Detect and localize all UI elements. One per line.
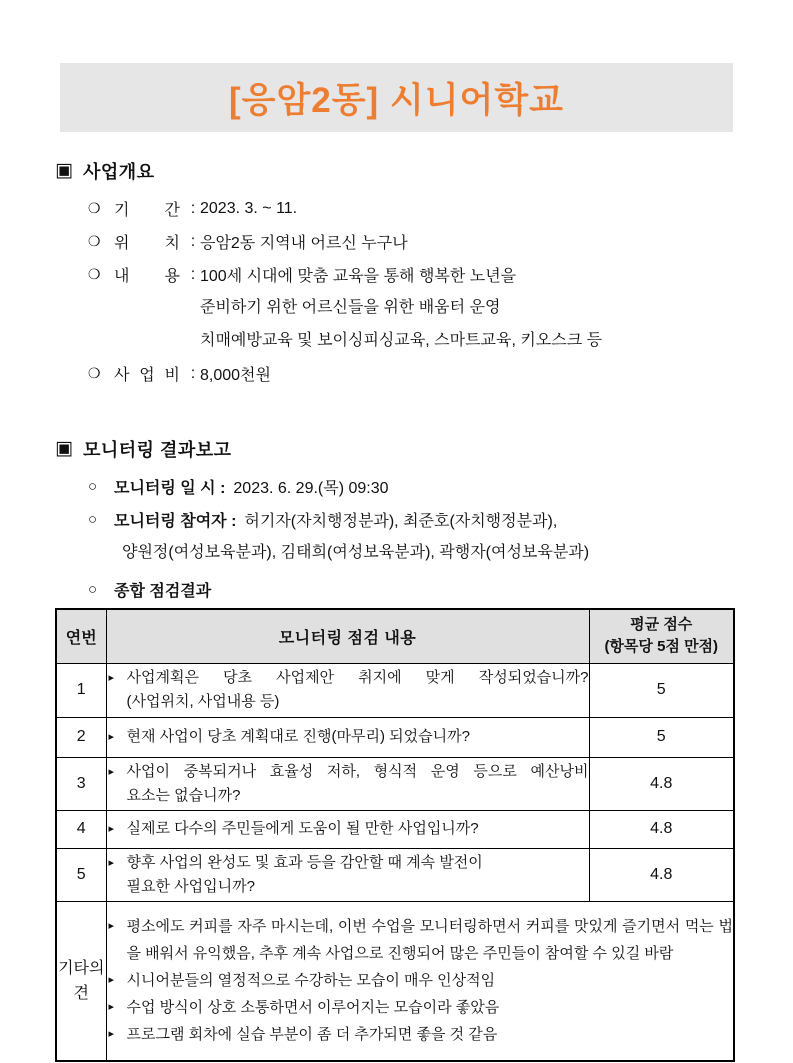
etc-opinion [107, 967, 734, 994]
overview-item-budget [88, 357, 745, 390]
overview-item-list [88, 192, 745, 390]
square-marker-icon: ▣ [55, 438, 73, 459]
label-colon: : [190, 265, 196, 283]
circle-bullet-icon: ❍ [88, 233, 101, 249]
document-title: [응암2동] 시니어학교 [229, 80, 564, 120]
overview-period-value: 2023. 3. ~ 11. [200, 199, 298, 217]
monitoring-result-table [55, 608, 735, 1062]
overview-location-value: 응암2동 지역내 어르신 누구나 [200, 235, 408, 252]
monitoring-item-summary [88, 573, 745, 606]
circle-bullet-icon: ○ [88, 581, 98, 598]
triangle-bullet-icon: ▸ [108, 1001, 115, 1014]
header-cell-score [589, 609, 734, 663]
etc-opinions-label: 기타의견 [56, 901, 106, 1061]
monitoring-item-list [88, 470, 745, 606]
table-row [56, 717, 734, 757]
square-marker-icon: ▣ [55, 160, 73, 181]
table-row [56, 663, 734, 717]
circle-bullet-icon: ○ [88, 511, 98, 528]
row-number: 1 [56, 663, 106, 717]
triangle-bullet-icon: ▸ [108, 823, 115, 835]
row-content-line: (사업위치, 사업내용 등) [126, 693, 280, 710]
label-colon: : [190, 199, 196, 217]
etc-opinions-content [106, 901, 734, 1061]
circle-bullet-icon: ❍ [88, 266, 101, 282]
monitoring-participants-label: 모니터링 참여자 : [114, 513, 237, 530]
triangle-bullet-icon: ▸ [108, 1028, 115, 1041]
monitoring-item-datetime [88, 470, 745, 503]
row-content [106, 717, 589, 757]
row-content-line: 실제로 다수의 주민들에게 도움이 될 만한 사업입니까? [126, 820, 479, 837]
row-content-line: 향후 사업의 완성도 및 효과 등을 감안할 때 계속 발전이 [126, 853, 483, 871]
etc-opinion-text: 프로그램 회차에 실습 부분이 좀 더 추가되면 좋을 것 같음 [126, 1026, 498, 1044]
row-score: 4.8 [589, 810, 734, 848]
overview-budget-value: 8,000천원 [200, 367, 271, 384]
row-content-line: 현재 사업이 당초 계획대로 진행(마무리) 되었습니까? [126, 728, 470, 745]
header-score-line1: 평균 점수 [630, 616, 693, 634]
triangle-bullet-icon: ▸ [108, 974, 115, 987]
section-overview-title: 사업개요 [82, 162, 155, 182]
etc-opinion [107, 1021, 734, 1048]
overview-content-continuation-1: 준비하기 위한 어르신들을 위한 배움터 운영 [200, 299, 501, 316]
section-overview-heading [55, 158, 745, 184]
label-colon: : [190, 364, 196, 382]
header-score-line2: (항목당 5점 만점) [604, 638, 719, 656]
overview-content-value: 100세 시대에 맞춤 교육을 통해 행복한 노년을 [200, 268, 517, 285]
circle-bullet-icon: ❍ [88, 200, 101, 216]
row-content-line: 사업이 중복되거나 효율성 저하, 형식적 운영 등으로 예산낭비 [126, 762, 589, 780]
monitoring-summary-label: 종합 점검결과 [114, 583, 212, 600]
overview-item-content [88, 258, 745, 291]
section-monitoring-heading [55, 436, 745, 462]
table-row [56, 810, 734, 848]
row-content [106, 663, 589, 717]
monitoring-item-participants [88, 503, 745, 536]
row-score: 4.8 [589, 757, 734, 810]
etc-opinion-text: 평소에도 커피를 자주 마시는데, 이번 수업을 모니터링하면서 커피를 맛있게 즐기면서 먹는 법을 배워서 유익했음, 추후 계속 사업으로 진행되어 많은 주민들이 참여할 수 있길 바람 [126, 918, 733, 963]
circle-bullet-icon: ○ [88, 478, 98, 495]
monitoring-datetime-value: 2023. 6. 29.(목) 09:30 [233, 480, 389, 497]
row-content [106, 848, 589, 901]
section-monitoring [55, 436, 745, 606]
triangle-bullet-icon: ▸ [108, 856, 115, 869]
circle-bullet-icon: ❍ [88, 365, 101, 381]
header-cell-no: 연번 [56, 609, 106, 663]
table-header-row [56, 609, 734, 663]
overview-item-location [88, 225, 745, 258]
etc-opinion-text: 시니어분들의 열정적으로 수강하는 모습이 매우 인상적임 [126, 972, 496, 990]
row-content-line: 요소는 없습니까? [126, 786, 241, 804]
etc-opinion [107, 994, 734, 1021]
etc-opinion-text: 수업 방식이 상호 소통하면서 이루어지는 모습이라 좋았음 [126, 999, 500, 1017]
etc-opinion [107, 913, 734, 967]
overview-location-label: 위 치 [114, 235, 180, 252]
row-content [106, 757, 589, 810]
row-number: 4 [56, 810, 106, 848]
table-row [56, 757, 734, 810]
row-content-line: 필요한 사업입니까? [126, 877, 255, 895]
overview-item-period [88, 192, 745, 225]
overview-content-label: 내 용 [114, 268, 180, 285]
row-number: 2 [56, 717, 106, 757]
section-overview [55, 158, 745, 390]
triangle-bullet-icon: ▸ [108, 765, 115, 778]
label-colon: : [190, 232, 196, 250]
monitoring-participants-continuation: 양원정(여성보육분과), 김태희(여성보육분과), 곽행자(여성보육분과) [122, 544, 590, 561]
header-cell-content: 모니터링 점검 내용 [106, 609, 589, 663]
triangle-bullet-icon: ▸ [108, 672, 115, 684]
overview-budget-label: 사 업 비 [114, 367, 180, 384]
row-number: 5 [56, 848, 106, 901]
row-content [106, 810, 589, 848]
monitoring-datetime-label: 모니터링 일 시 : [114, 480, 226, 497]
section-monitoring-title: 모니터링 결과보고 [82, 440, 232, 460]
overview-content-continuation-2: 치매예방교육 및 보이싱피싱교육, 스마트교육, 키오스크 등 [200, 332, 603, 349]
overview-period-label: 기 간 [114, 202, 180, 219]
triangle-bullet-icon: ▸ [108, 920, 115, 933]
row-score: 5 [589, 663, 734, 717]
row-score: 4.8 [589, 848, 734, 901]
row-content-line: 사업계획은 당초 사업제안 취지에 맞게 작성되었습니까? [126, 669, 589, 686]
table-row [56, 848, 734, 901]
title-banner [60, 63, 733, 132]
table-row-etc-opinions [56, 901, 734, 1061]
triangle-bullet-icon: ▸ [108, 731, 115, 743]
row-number: 3 [56, 757, 106, 810]
monitoring-participants-value: 허기자(자치행정분과), 최준호(자치행정분과), [244, 513, 558, 530]
row-score: 5 [589, 717, 734, 757]
